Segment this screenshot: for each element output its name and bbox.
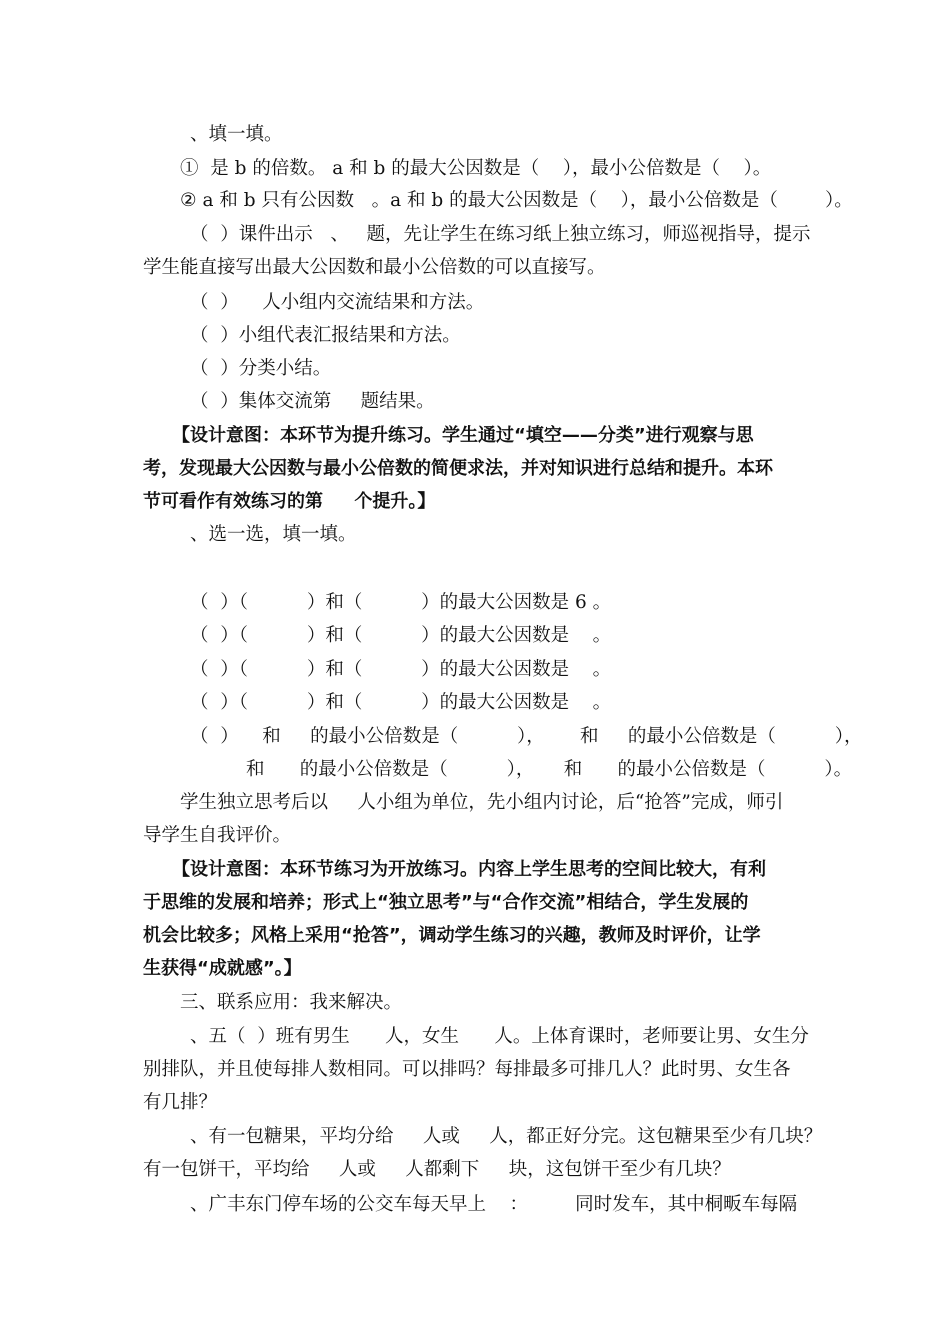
text-line: （ ）小组代表汇报结果和方法。 <box>190 325 461 346</box>
design-intent-line: 生获得“成就感”。】 <box>143 958 302 979</box>
design-intent-line: 机会比较多；风格上采用“抢答”，调动学生练习的兴趣，教师及时评价，让学 <box>143 925 761 946</box>
exercise-row: 和 的最小公倍数是（ ）， 和 的最小公倍数是（ ）。 <box>246 759 853 780</box>
exercise-row: （ ） 和 的最小公倍数是（ ）， 和 的最小公倍数是（ ）， <box>190 726 863 747</box>
text-line: （ ） 人小组内交流结果和方法。 <box>190 292 485 313</box>
design-intent-line: 于思维的发展和培养；形式上“独立思考”与“合作交流”相结合，学生发展的 <box>143 892 749 913</box>
section-application-heading: 三、联系应用：我来解决。 <box>180 992 403 1013</box>
text-line: （ ）课件出示 、 题，先让学生在练习纸上独立练习，师巡视指导，提示 <box>190 224 811 245</box>
problem-line: 、有一包糖果，平均分给 人或 人，都正好分完。这包糖果至少有几块？ <box>190 1126 823 1147</box>
design-intent-line: 节可看作有效练习的第 个提升。】 <box>143 491 436 512</box>
exercise-row: （ ）（ ）和（ ）的最大公因数是 。 <box>190 692 612 713</box>
design-intent-line: 考，发现最大公因数与最小公倍数的简便求法，并对知识进行总结和提升。本环 <box>143 458 773 479</box>
exercise-row: （ ）（ ）和（ ）的最大公因数是 。 <box>190 625 612 646</box>
design-intent-line: 【设计意图：本环节练习为开放练习。内容上学生思考的空间比较大，有利 <box>172 859 766 880</box>
text-line: 学生能直接写出最大公因数和最小公倍数的可以直接写。 <box>143 257 606 278</box>
problem-line: 有几排？ <box>143 1092 218 1113</box>
text-line: （ ）分类小结。 <box>190 358 332 379</box>
problem-line: 别排队，并且使每排人数相同。可以排吗？每排最多可排几人？此时男、女生各 <box>143 1059 791 1080</box>
section-fill-heading: 、填一填。 <box>190 124 283 145</box>
text-line: 学生独立思考后以 人小组为单位，先小组内讨论，后“抢答”完成，师引 <box>180 792 784 813</box>
problem-line: 有一包饼干，平均给 人或 人都剩下 块，这包饼干至少有几块？ <box>143 1159 731 1180</box>
text-line: 导学生自我评价。 <box>143 825 292 846</box>
text-line: ① 是 b 的倍数。 a 和 b 的最大公因数是（ ），最小公倍数是（ ）。 <box>180 158 772 179</box>
problem-line: 、五（ ）班有男生 人，女生 人。上体育课时，老师要让男、女生分 <box>190 1026 809 1047</box>
exercise-row: （ ）（ ）和（ ）的最大公因数是 。 <box>190 659 612 680</box>
exercise-row: （ ）（ ）和（ ）的最大公因数是 6 。 <box>190 592 612 613</box>
design-intent-line: 【设计意图：本环节为提升练习。学生通过“填空——分类”进行观察与思 <box>172 425 754 446</box>
problem-line: 、广丰东门停车场的公交车每天早上 ： 同时发车，其中桐畈车每隔 <box>190 1194 798 1215</box>
text-line: （ ）集体交流第 题结果。 <box>190 391 435 412</box>
text-line: ② a 和 b 只有公因数 。a 和 b 的最大公因数是（ ），最小公倍数是（ ）。 <box>180 190 853 211</box>
section-choose-heading: 、选一选，填一填。 <box>190 524 357 545</box>
